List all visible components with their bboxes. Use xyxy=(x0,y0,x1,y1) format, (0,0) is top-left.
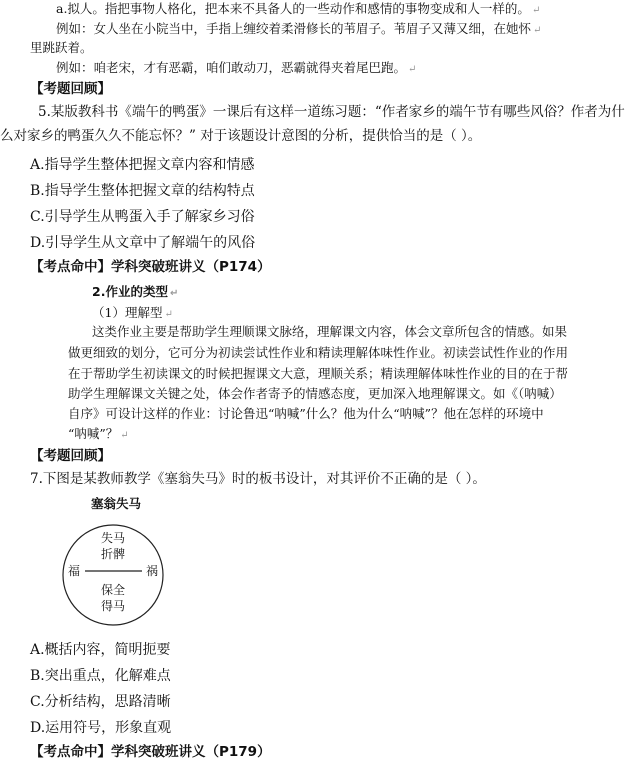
diagram-top-2: 折髀 xyxy=(100,547,125,561)
notes-body-line: 这类作业主要是帮助学生理顺课文脉络，理解课文内容，体会文章所包含的情感。如果 xyxy=(92,324,568,339)
q7-option-d: D.运用符号，形象直观 xyxy=(30,720,172,736)
q5-stem: 5.某版教科书《端午的鸭蛋》一课后有这样一道练习题：“作者家乡的端午节有哪些风俗？作者为什 xyxy=(38,104,625,120)
q5-section-header: 【考题回顾】 xyxy=(30,81,111,97)
q5-stem-cont: 么对家乡的鸭蛋久久不能忘怀？” 对于该题设计意图的分析，提供恰当的是（ ）。 xyxy=(0,128,482,144)
example-line-cont: 里跳跃着。 xyxy=(30,40,93,55)
diagram-bottom-2: 得马 xyxy=(100,599,125,613)
diagram-top-1: 失马 xyxy=(100,531,125,545)
diagram-title: 塞翁失马 xyxy=(90,496,141,511)
q5-key-point: 【考点命中】学科突破班讲义（P174） xyxy=(30,259,271,275)
example-line-2: 例如：咱老宋，才有恶霸，咱们敢动刀，恶霸就得夹着尾巴跑。 ↵ xyxy=(56,60,417,75)
diagram-bottom-1: 保全 xyxy=(100,583,125,597)
q5-option-b: B.指导学生整体把握文章的结构特点 xyxy=(30,183,255,199)
board-design-diagram xyxy=(58,495,168,630)
notes-heading: 2.作业的类型 ↵ xyxy=(92,284,179,299)
q5-option-a: A.指导学生整体把握文章内容和情感 xyxy=(30,157,255,173)
diagram-left: 福 xyxy=(67,564,80,578)
notes-body-line: 做更细致的划分，它可分为初读尝试性作业和精读理解体味性作业。初读尝试性作业的作用 xyxy=(68,345,569,360)
notes-body-line: 助学生理解课文关键之处，体会作者寄予的情感态度，更加深入地理解课文。如《（呐喊） xyxy=(68,386,562,401)
notes-body-line: 自序》可设计这样的作业：讨论鲁迅“呐喊”什么？他为什么“呐喊”？他在怎样的环境中 xyxy=(68,406,544,421)
example-line: 例如：女人坐在小院当中，手指上缠绞着柔滑修长的苇眉子。苇眉子又薄又细，在她怀 ↵ xyxy=(56,21,542,36)
notes-body-line: “呐喊”？ ↵ xyxy=(68,426,129,441)
q7-option-b: B.突出重点，化解难点 xyxy=(30,668,171,684)
q7-stem: 7.下图是某教师教学《塞翁失马》时的板书设计，对其评价不正确的是（ ）。 xyxy=(30,471,486,487)
q5-option-c: C.引导学生从鸭蛋入手了解家乡习俗 xyxy=(30,209,255,225)
rhetoric-definition: a.拟人。指把事物人格化，把本来不具备人的一些动作和感情的事物变成和人一样的。 ↵ xyxy=(56,1,541,16)
q5-option-d: D.引导学生从文章中了解端午的风俗 xyxy=(30,235,256,251)
q7-section-header: 【考题回顾】 xyxy=(30,448,111,464)
notes-subheading: （1）理解型 ↵ xyxy=(92,305,173,320)
diagram-right: 祸 xyxy=(145,564,158,578)
q7-key-point: 【考点命中】学科突破班讲义（P179） xyxy=(30,744,271,760)
q7-option-a: A.概括内容，简明扼要 xyxy=(30,642,171,658)
q7-option-c: C.分析结构，思路清晰 xyxy=(30,694,171,710)
notes-body-line: 在于帮助学生初读课文的时候把握课文大意，理顺关系；精读理解体味性作业的目的在于帮 xyxy=(68,366,569,381)
